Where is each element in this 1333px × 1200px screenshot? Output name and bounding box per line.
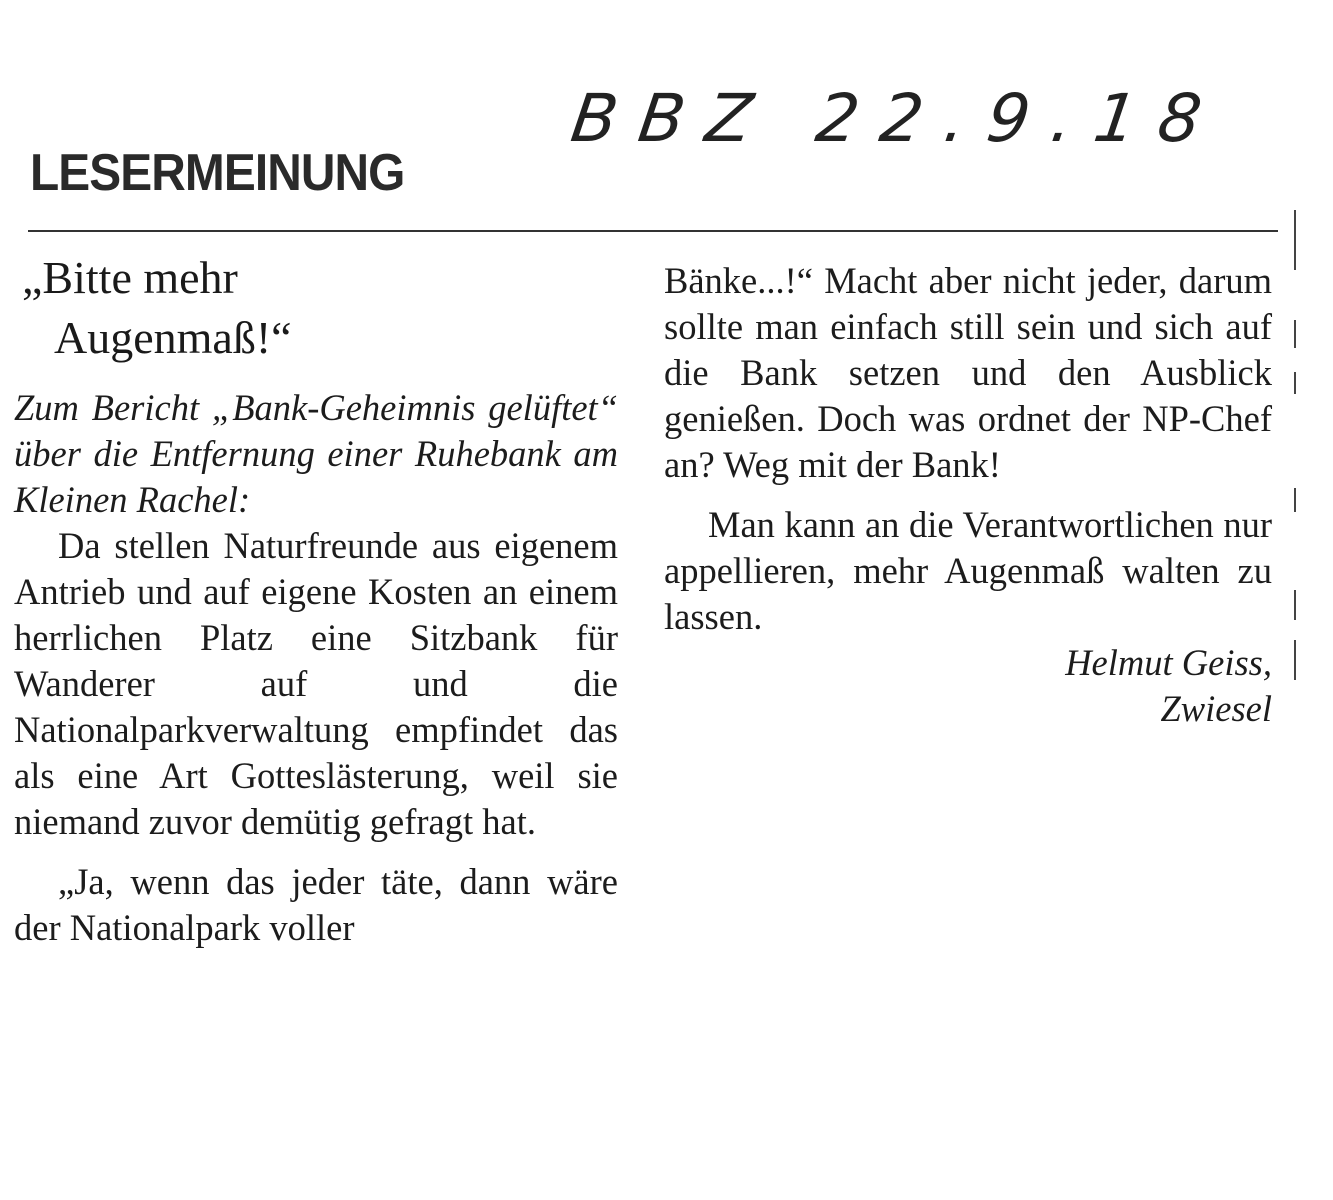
author-name: Helmut Geiss, bbox=[1065, 642, 1272, 683]
edge-mark bbox=[1294, 320, 1296, 348]
handwritten-date-note: BBZ 22.9.18 bbox=[566, 80, 1229, 157]
headline-line-2: Augenmaß!“ bbox=[54, 312, 292, 363]
article-intro: Zum Bericht „Bank-Geheimnis gelüftet“ über die Entfernung einer Ruhebank am Kleinen Rachel: bbox=[14, 387, 618, 520]
article-column-left bbox=[14, 385, 618, 951]
headline-line-1: „Bitte mehr bbox=[22, 252, 238, 303]
article-paragraph: „Ja, wenn das jeder täte, dann wäre der Nationalpark voller bbox=[14, 861, 618, 948]
article-paragraph: Man kann an die Verantwortlichen nur appellieren, mehr Augenmaß walten zu lassen. bbox=[664, 504, 1272, 637]
author-location: Zwiesel bbox=[1160, 688, 1272, 729]
article-paragraph: Da stellen Naturfreunde aus eigenem Antrieb und auf eigene Kosten an einem herrlichen Platz eine Sitzbank für Wanderer auf und die Nationalparkverwaltung empfindet das als eine Art Gotteslästerung, weil sie niemand zuvor demütig gefragt hat. bbox=[14, 525, 618, 842]
edge-mark bbox=[1294, 210, 1296, 270]
edge-mark bbox=[1294, 488, 1296, 512]
article-column-right bbox=[664, 258, 1272, 732]
section-title: LESERMEINUNG bbox=[30, 144, 405, 202]
edge-mark bbox=[1294, 372, 1296, 394]
section-divider bbox=[28, 230, 1278, 232]
edge-mark bbox=[1294, 640, 1296, 680]
edge-mark bbox=[1294, 590, 1296, 620]
article-paragraph-continued: Bänke...!“ Macht aber nicht jeder, darum sollte man einfach still sein und sich auf die Bank setzen und den Ausblick genießen. Doch was ordnet der NP-Chef an? Weg mit der Bank! bbox=[664, 260, 1272, 485]
article-headline bbox=[22, 248, 292, 368]
